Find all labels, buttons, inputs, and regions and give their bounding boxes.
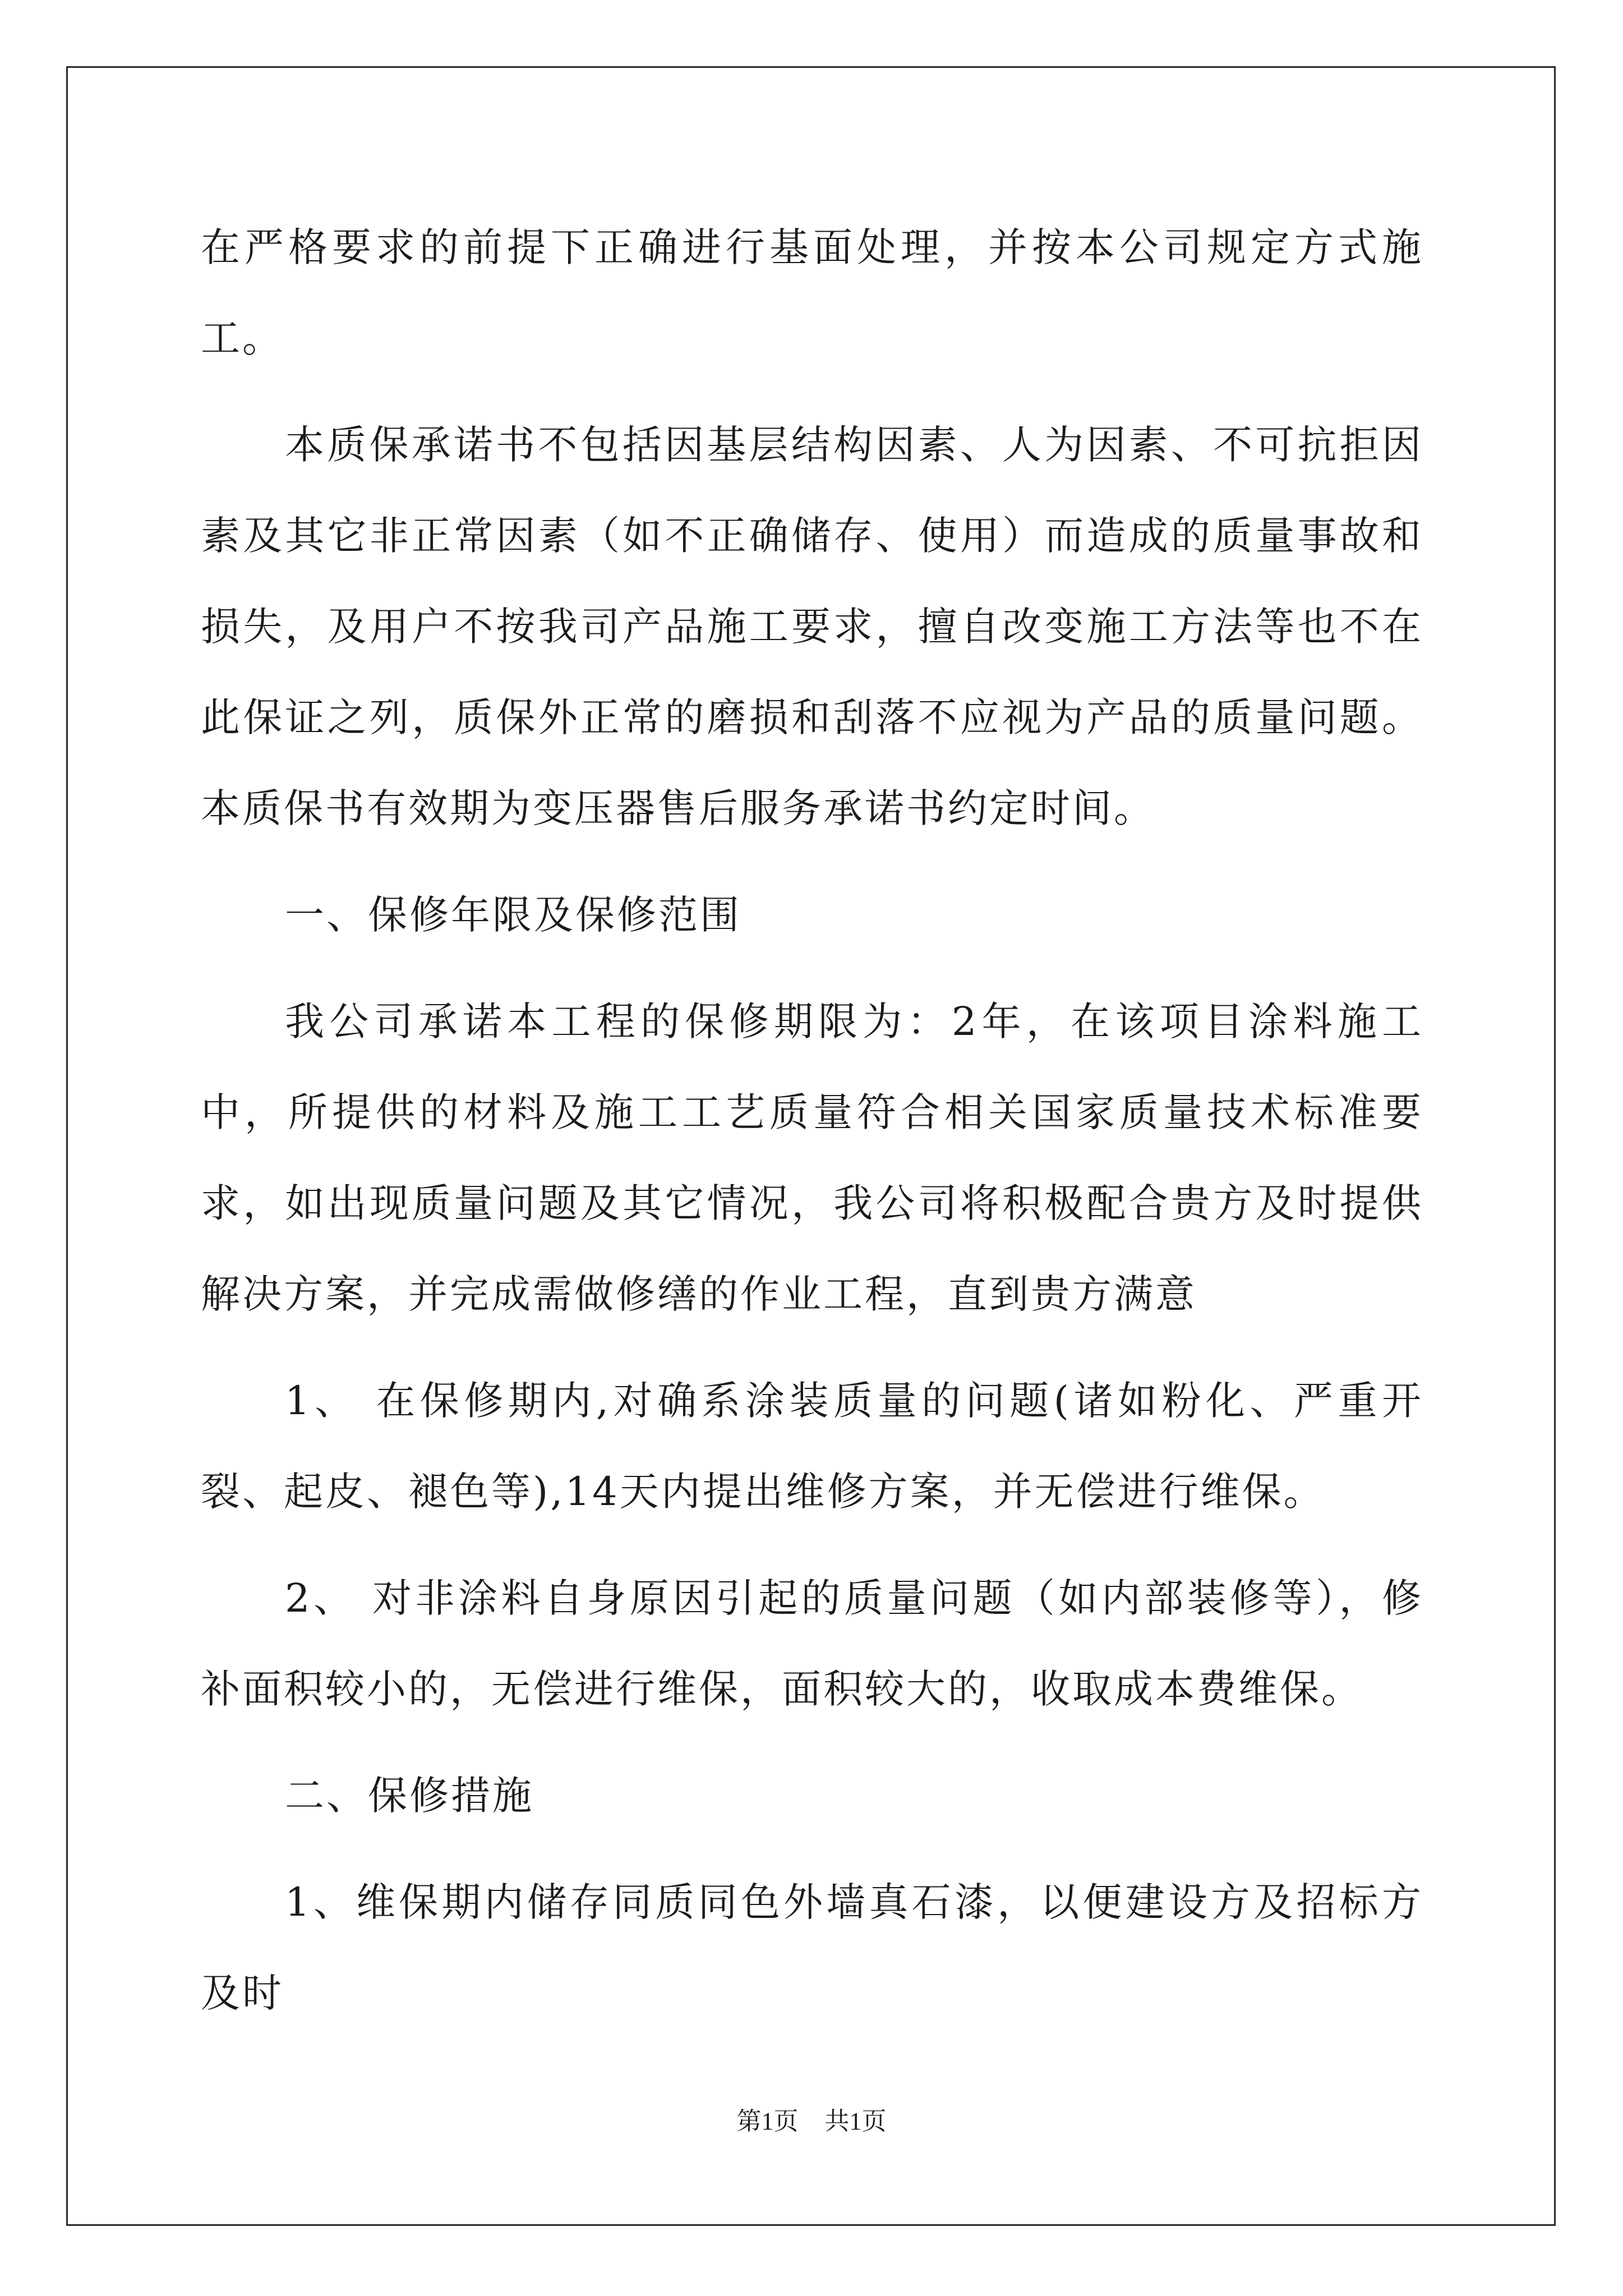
- page-number-current: 第1页: [736, 2108, 799, 2135]
- document-body: [201, 202, 1423, 2054]
- list-item-2: 2、 对非涂料自身原因引起的质量问题（如内部装修等），修补面积较小的，无偿进行维保，面积较大的，收取成本费维保。: [201, 1575, 1423, 1712]
- paragraph-1: 在严格要求的前提下正确进行基面处理，并按本公司规定方式施工。: [201, 224, 1423, 361]
- paragraph-2: 本质保承诺书不包括因基层结构因素、人为因素、不可抗拒因素及其它非正常因素（如不正确储存、使用）而造成的质量事故和损失，及用户不按我司产品施工要求，擅自改变施工方法等也不在此保证之列，质保外正常的磨损和刮落不应视为产品的质量问题。本质保书有效期为变压器售后服务承诺书约定时间。: [201, 422, 1423, 831]
- section-heading-1: 一、保修年限及保修范围: [285, 892, 741, 938]
- list-item-1: 1、 在保修期内,对确系涂装质量的问题(诸如粉化、严重开裂、起皮、褪色等),14天内提出维修方案，并无偿进行维保。: [201, 1378, 1423, 1515]
- list-item-3: 1、维保期内储存同质同色外墙真石漆，以便建设方及招标方及时: [201, 1879, 1423, 2016]
- page-number-total: 共1页: [824, 2108, 887, 2135]
- page-footer: [0, 2101, 1623, 2137]
- paragraph-3: 我公司承诺本工程的保修期限为：2年，在该项目涂料施工中，所提供的材料及施工工艺质量符合相关国家质量技术标准要求，如出现质量问题及其它情况，我公司将积极配合贵方及时提供解决方案，并完成需做修缮的作业工程，直到贵方满意: [201, 999, 1423, 1317]
- section-heading-2: 二、保修措施: [285, 1773, 534, 1819]
